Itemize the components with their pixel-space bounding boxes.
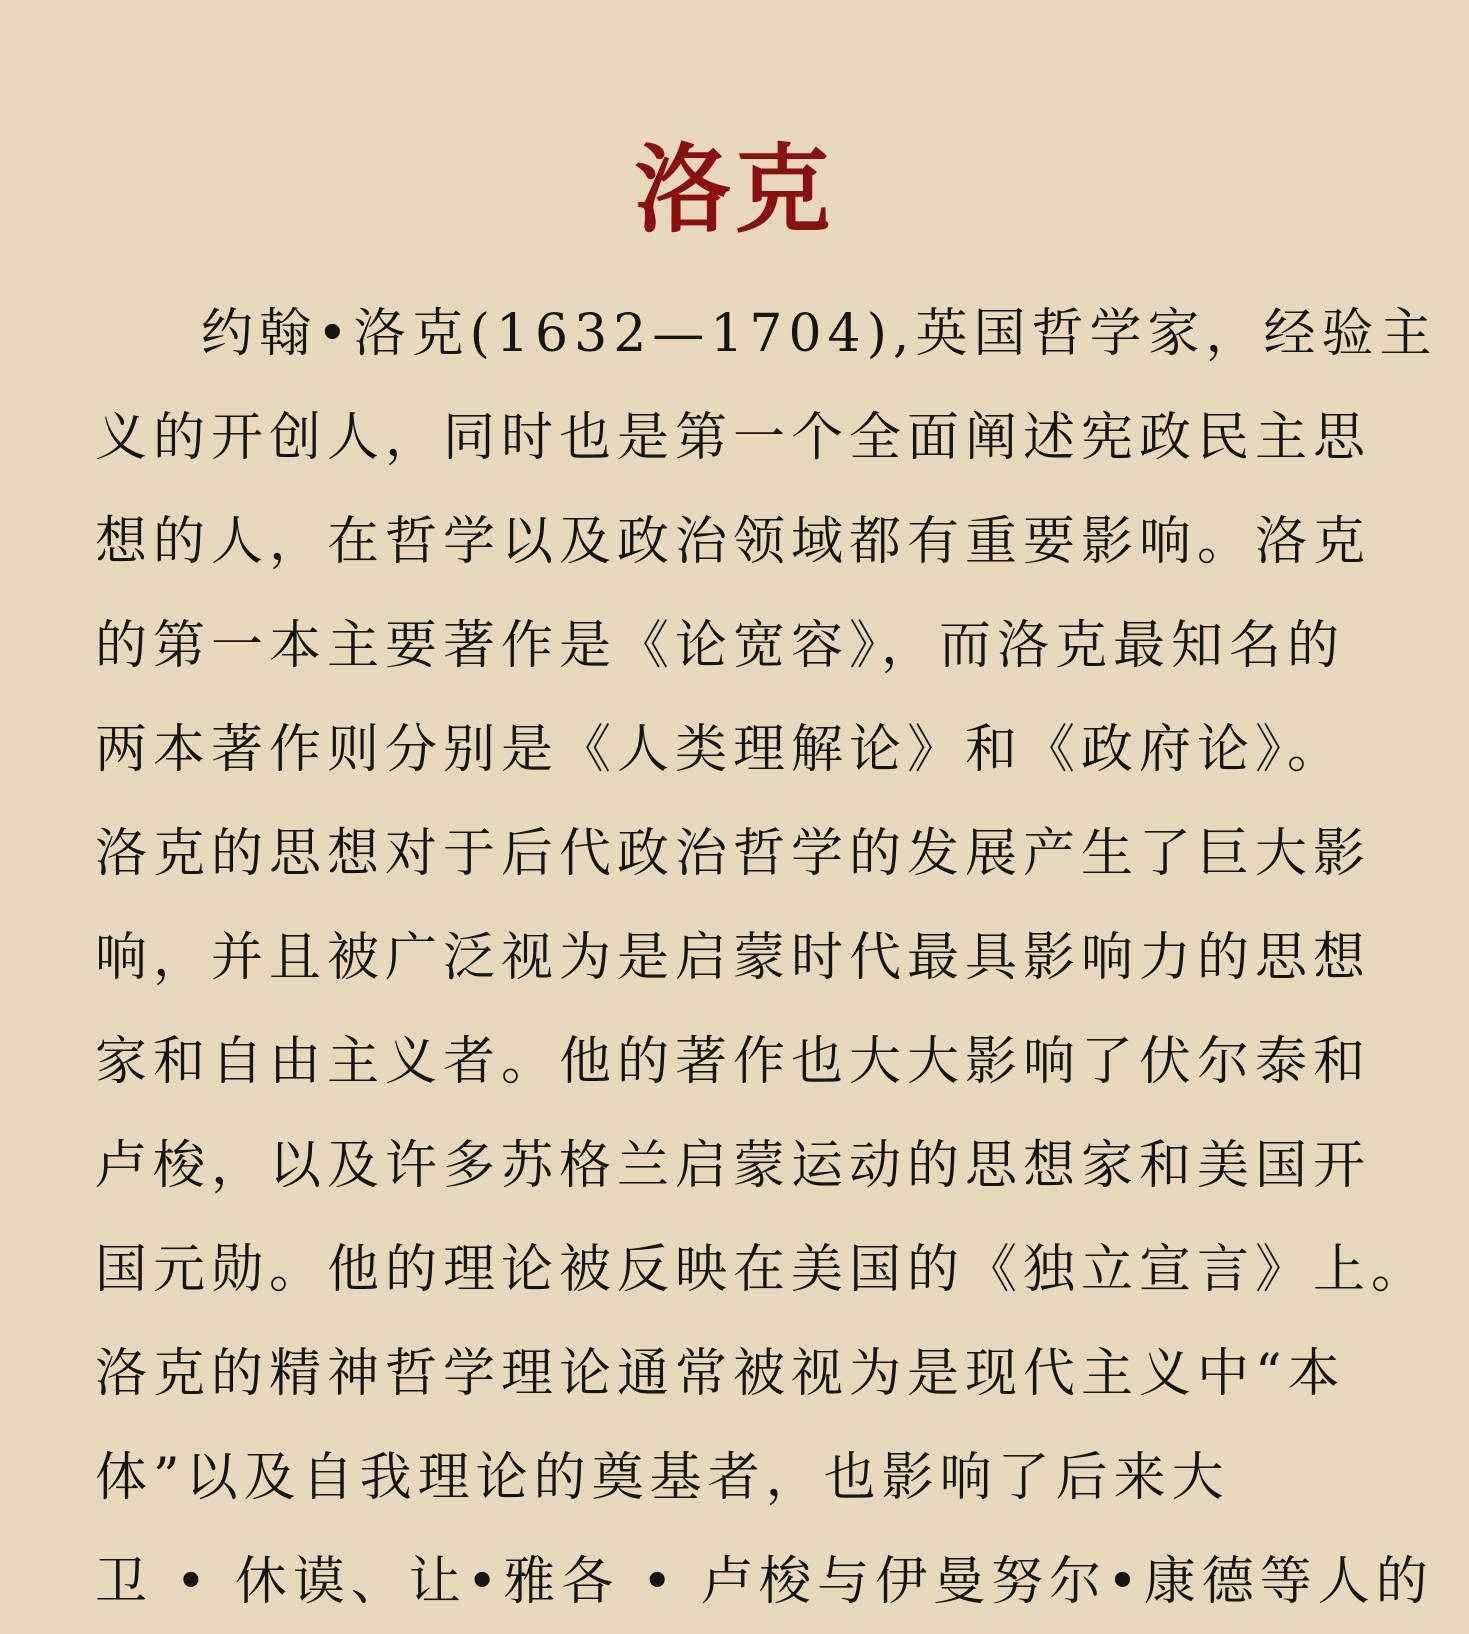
text-line: 卫 • 休谟、让•雅各 • 卢梭与伊曼努尔•康德等人的: [95, 1552, 1434, 1612]
text-line: 响，并且被广泛视为是启蒙时代最具影响力的思想: [95, 928, 1372, 988]
text-line: 国元勋。他的理论被反映在美国的《独立宣言》上。: [95, 1240, 1430, 1300]
text-line: 卢梭，以及许多苏格兰启蒙运动的思想家和美国开: [95, 1136, 1372, 1196]
text-line: 约翰•洛克(1632—1704),英国哲学家，经验主: [201, 304, 1438, 364]
text-line: 体”以及自我理论的奠基者，也影响了后来大: [95, 1448, 1230, 1508]
text-line: 洛克的思想对于后代政治哲学的发展产生了巨大影: [95, 824, 1372, 884]
text-line: 想的人，在哲学以及政治领域都有重要影响。洛克: [95, 512, 1372, 572]
body-paragraph: [95, 282, 1438, 1634]
text-line: 义的开创人，同时也是第一个全面阐述宪政民主思: [95, 408, 1372, 468]
text-line: 洛克的精神哲学理论通常被视为是现代主义中“本: [95, 1344, 1346, 1404]
text-line: 两本著作则分别是《人类理解论》和《政府论》。: [95, 720, 1346, 780]
page-title: 洛克: [634, 133, 835, 246]
text-line: 的第一本主要著作是《论宽容》，而洛克最知名的: [95, 616, 1346, 676]
text-line: 家和自由主义者。他的著作也大大影响了伏尔泰和: [95, 1032, 1372, 1092]
